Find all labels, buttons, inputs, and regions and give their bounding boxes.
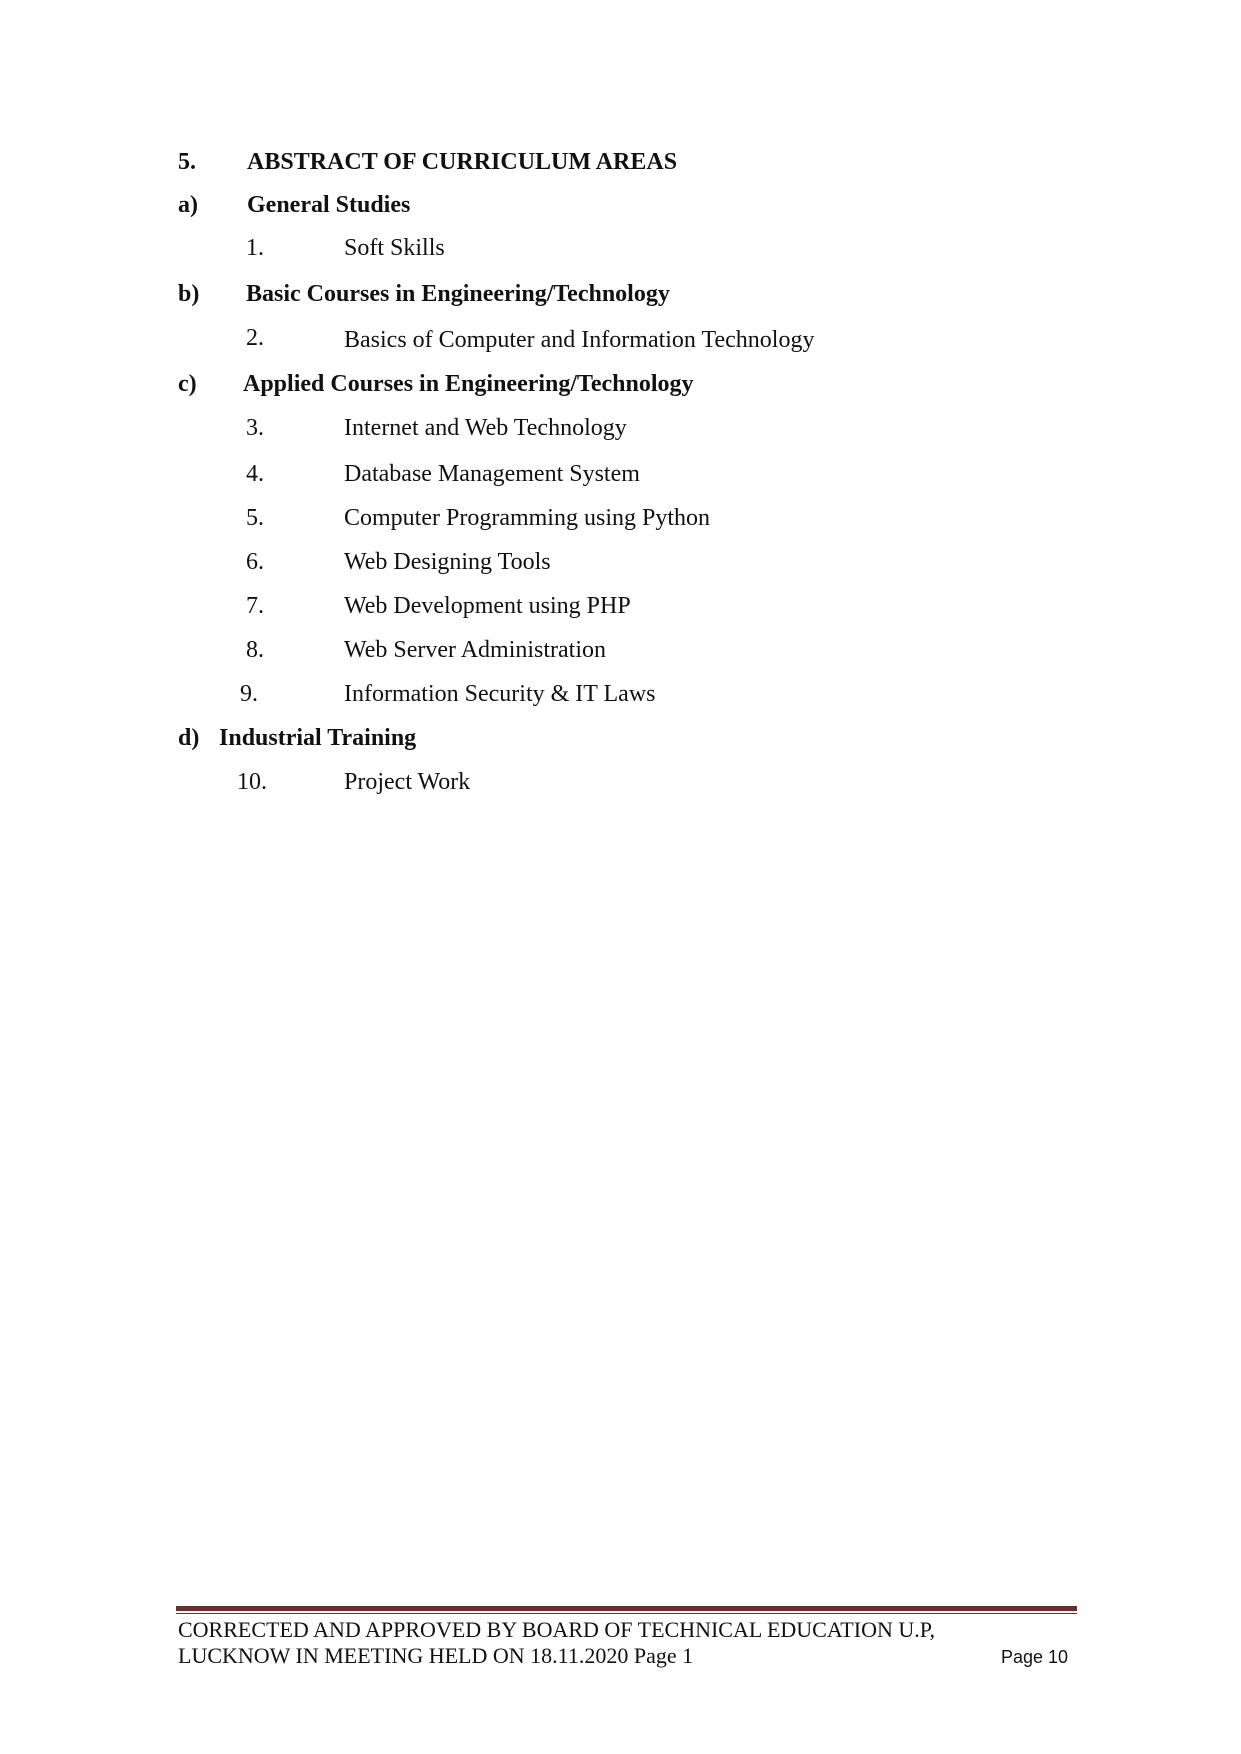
footer-rule-thin	[176, 1613, 1077, 1614]
list-item-label: Computer Programming using Python	[344, 505, 710, 531]
list-item-label: Soft Skills	[344, 235, 445, 261]
list-item-number: 1.	[246, 235, 264, 261]
list-item-number: 6.	[246, 549, 264, 575]
page-number: Page 10	[1001, 1647, 1069, 1667]
list-item-number: 10.	[237, 769, 267, 795]
list-item-label: Basics of Computer and Information Technology	[344, 327, 815, 353]
list-item-label: Project Work	[344, 769, 471, 795]
list-item-label: Internet and Web Technology	[344, 415, 627, 441]
group-marker-b: b)	[178, 281, 200, 307]
list-item-label: Information Security & IT Laws	[344, 681, 656, 707]
list-item-number: 2.	[246, 325, 264, 351]
list-item-label: Web Development using PHP	[344, 593, 631, 619]
list-item-label: Web Designing Tools	[344, 549, 551, 575]
footer-approval-line-2: LUCKNOW IN MEETING HELD ON 18.11.2020 Page 1	[178, 1643, 694, 1668]
group-marker-c: c)	[178, 371, 197, 397]
list-item-label: Web Server Administration	[344, 637, 607, 663]
list-item-number: 4.	[246, 461, 264, 487]
group-title-industrial-training: Industrial Training	[219, 725, 417, 751]
list-item-number: 3.	[246, 415, 264, 441]
group-title-applied-courses: Applied Courses in Engineering/Technology	[243, 371, 694, 397]
footer-approval-line-1: CORRECTED AND APPROVED BY BOARD OF TECHNICAL EDUCATION U.P,	[178, 1617, 936, 1642]
list-item-number: 9.	[240, 681, 258, 707]
group-title-general-studies: General Studies	[247, 192, 411, 218]
section-number: 5.	[178, 149, 196, 175]
list-item-number: 8.	[246, 637, 264, 663]
footer-rule	[176, 1606, 1077, 1611]
group-marker-a: a)	[178, 192, 198, 218]
list-item-label: Database Management System	[344, 461, 640, 487]
group-title-basic-courses: Basic Courses in Engineering/Technology	[246, 281, 670, 307]
list-item-number: 5.	[246, 505, 264, 531]
section-title: ABSTRACT OF CURRICULUM AREAS	[247, 149, 678, 175]
list-item-number: 7.	[246, 593, 264, 619]
group-marker-d: d)	[178, 725, 200, 751]
